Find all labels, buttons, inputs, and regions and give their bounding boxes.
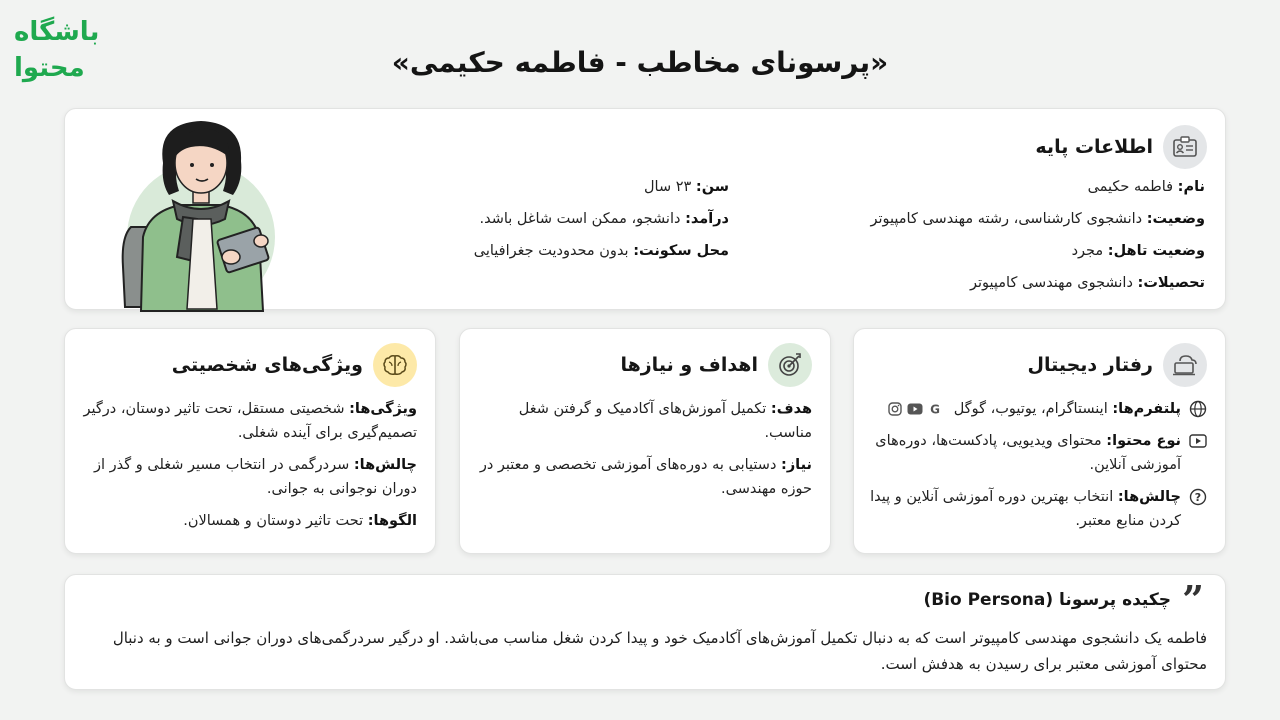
instagram-icon — [887, 401, 903, 417]
digital-list — [867, 397, 1207, 541]
content-value: محتوای ویدیویی، پادکست‌ها، دوره‌های آموزشی آنلاین. — [875, 433, 1181, 473]
logo-line-2: محتوا — [14, 53, 85, 83]
logo-line-1: باشگاه — [14, 17, 100, 47]
info-age: سن: ۲۳ سال — [643, 179, 729, 195]
video-play-icon — [1189, 432, 1207, 450]
traits-title: ویژگی‌های شخصیتی — [171, 354, 363, 376]
digital-item-content — [867, 429, 1207, 477]
traits-challenges-item: چالش‌ها: سردرگمی در انتخاب مسیر شغلی و گذر از دوران نوجوانی به جوانی. — [94, 457, 417, 497]
content-label: نوع محتوا: — [1106, 433, 1181, 449]
digital-item-challenges — [867, 485, 1207, 533]
persona-illustration — [101, 117, 301, 311]
digital-behavior-card — [853, 328, 1226, 554]
digital-item-platforms — [867, 397, 1207, 421]
basic-info-header — [1035, 125, 1207, 169]
basic-info-card — [64, 108, 1226, 310]
target-icon — [768, 343, 812, 387]
info-income: درآمد: دانشجو، ممکن است شاغل باشد. — [479, 211, 729, 227]
goals-list — [476, 397, 812, 501]
challenges-label: چالش‌ها: — [1117, 489, 1181, 505]
challenges-value: انتخاب بهترین دوره آموزشی آنلاین و پیدا کردن منابع معتبر. — [870, 489, 1181, 529]
goals-needs-card — [459, 328, 831, 554]
page-title: «پرسونای مخاطب - فاطمه حکیمی» — [391, 46, 889, 79]
goal-item: هدف: تکمیل آموزش‌های آکادمیک و گرفتن شغل مناسب. — [518, 401, 812, 441]
need-item: نیاز: دستیابی به دوره‌های آموزشی تخصصی و معتبر در حوزه مهندسی. — [479, 457, 812, 497]
basic-info-left-column — [399, 175, 729, 263]
platforms-value: اینستاگرام، یوتیوب، گوگل — [953, 401, 1113, 417]
youtube-icon — [907, 401, 923, 417]
svg-text:”: ” — [1182, 577, 1204, 622]
traits-patterns-item: الگوها: تحت تاثیر دوستان و همسالان. — [183, 513, 417, 529]
globe-icon — [1189, 400, 1207, 418]
goals-header — [620, 343, 812, 387]
id-card-icon — [1163, 125, 1207, 169]
bio-persona-card — [64, 574, 1226, 690]
basic-info-title: اطلاعات پایه — [1035, 136, 1153, 158]
bio-title: چکیده پرسونا (Bio Persona) — [923, 590, 1171, 610]
quote-icon — [1179, 577, 1207, 622]
platform-brand-icons — [887, 401, 943, 417]
bio-header — [923, 577, 1207, 622]
brain-icon — [373, 343, 417, 387]
info-location: محل سکونت: بدون محدودیت جغرافیایی — [473, 243, 729, 259]
google-icon — [927, 401, 943, 417]
goals-title: اهداف و نیازها — [620, 354, 758, 376]
svg-text:G: G — [930, 402, 941, 417]
question-icon — [1189, 488, 1207, 506]
info-education: تحصیلات: دانشجوی مهندسی کامپیوتر — [969, 275, 1205, 291]
digital-header — [1027, 343, 1207, 387]
traits-item: ویژگی‌ها: شخصیتی مستقل، تحت تاثیر دوستان، درگیر تصمیم‌گیری برای آینده شغلی. — [83, 401, 417, 441]
traits-header — [172, 343, 417, 387]
info-name: نام: فاطمه حکیمی — [1087, 179, 1205, 195]
info-status: وضعیت: دانشجوی کارشناسی، رشته مهندسی کامپیوتر — [870, 211, 1205, 227]
platforms-label: پلتفرم‌ها: — [1112, 401, 1181, 417]
svg-text:?: ? — [1194, 491, 1202, 504]
personality-traits-card — [64, 328, 436, 554]
bio-text: فاطمه یک دانشجوی مهندسی کامپیوتر است که به دنبال تکمیل آموزش‌های آکادمیک خود و پیدا کردن شغل مناسب می‌باشد. او درگیر سردرگمی‌های دوران جوانی است و به دنبال محتوای آموزشی معتبر برای رسیدن به هدفش است. — [112, 629, 1207, 673]
digital-title: رفتار دیجیتال — [1027, 354, 1153, 376]
basic-info-right-column — [805, 175, 1205, 295]
info-marital: وضعیت تاهل: مجرد — [1071, 243, 1205, 259]
traits-list — [77, 397, 417, 533]
laptop-cloud-icon — [1163, 343, 1207, 387]
